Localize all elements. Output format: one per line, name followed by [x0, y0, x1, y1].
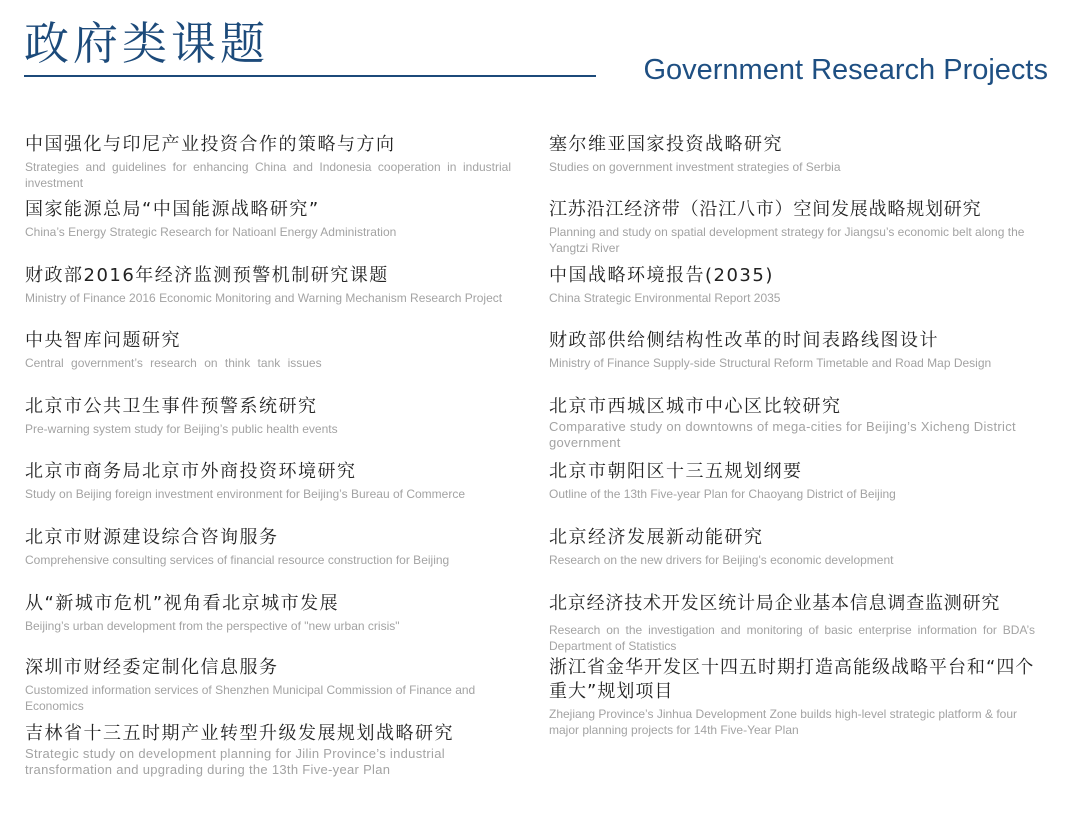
project-title-en: Ministry of Finance Supply-side Structural Reform Timetable and Road Map Design — [549, 356, 992, 370]
project-title-en: Zhejiang Province’s Jinhua Development Zone builds high-level strategic platform & four major planning projects for 14th Five-Year Plan — [549, 707, 1018, 737]
project-title-zh: 财政部供给侧结构性改革的时间表路线图设计 — [549, 330, 939, 351]
project-title-en: Outline of the 13th Five-year Plan for Chaoyang District of Beijing — [549, 487, 896, 501]
project-title-en: Research on the investigation and monitoring of basic enterprise information for BDA’s Department of Statistics — [549, 623, 1035, 653]
project-title-zh: 北京市西城区城市中心区比较研究 — [549, 396, 842, 417]
project-title-en: Ministry of Finance 2016 Economic Monitoring and Warning Mechanism Research Project — [25, 291, 503, 305]
project-title-zh: 国家能源总局“中国能源战略研究” — [25, 199, 320, 220]
project-item — [25, 526, 511, 568]
project-title-en: Comprehensive consulting services of financial resource construction for Beijing — [25, 553, 450, 567]
project-item — [25, 329, 511, 371]
title-underline — [24, 75, 596, 77]
project-item — [549, 264, 1035, 306]
project-title-zh: 北京市财源建设综合咨询服务 — [25, 527, 279, 548]
project-item — [549, 656, 1035, 738]
project-item — [25, 722, 511, 778]
project-item — [25, 264, 511, 306]
project-title-zh: 财政部2016年经济监测预警机制研究课题 — [25, 265, 389, 286]
project-title-en: China Strategic Environmental Report 2035 — [549, 291, 781, 305]
project-title-zh: 中国战略环境报告(2035) — [549, 265, 774, 286]
project-item — [549, 592, 1035, 654]
project-title-en: Comparative study on downtowns of mega-cities for Beijing’s Xicheng District government — [549, 419, 1016, 450]
project-title-zh: 中国强化与印尼产业投资合作的策略与方向 — [25, 134, 396, 155]
project-item — [549, 329, 1035, 371]
project-title-zh: 江苏沿江经济带（沿江八市）空间发展战略规划研究 — [549, 199, 982, 220]
project-title-en: Strategic study on development planning for Jilin Province’s industrial transformation and upgrading during the 13th Five-year Plan — [25, 746, 445, 777]
project-title-en: Studies on government investment strategies of Serbia — [549, 160, 841, 174]
project-title-zh: 吉林省十三五时期产业转型升级发展规划战略研究 — [25, 723, 454, 744]
project-item — [25, 460, 511, 502]
project-item — [549, 395, 1035, 451]
project-item — [25, 395, 511, 437]
project-item — [549, 198, 1035, 256]
project-title-zh: 北京市朝阳区十三五规划纲要 — [549, 461, 803, 482]
page-title-zh: 政府类课题 — [24, 17, 270, 70]
project-title-zh: 塞尔维亚国家投资战略研究 — [549, 134, 783, 155]
project-item — [549, 460, 1035, 502]
project-item — [25, 133, 511, 191]
project-title-en: Customized information services of Shenzhen Municipal Commission of Finance and Economics — [25, 683, 476, 713]
project-item — [549, 133, 1035, 175]
project-title-en: Study on Beijing foreign investment environment for Beijing’s Bureau of Commerce — [25, 487, 466, 501]
project-item — [25, 656, 511, 714]
page-title-en: Government Research Projects — [643, 54, 1048, 86]
project-item — [549, 526, 1035, 568]
project-title-en: Planning and study on spatial development strategy for Jiangsu’s economic belt along the Yangtzi River — [549, 225, 1025, 255]
project-title-en: Beijing’s urban development from the perspective of "new urban crisis" — [25, 619, 400, 633]
project-title-en: Central government’s research on think tank issues — [25, 356, 322, 370]
project-item — [25, 592, 511, 634]
project-item — [25, 198, 511, 240]
project-title-en: Strategies and guidelines for enhancing China and Indonesia cooperation in industrial investment — [25, 160, 511, 190]
project-title-zh: 北京市商务局北京市外商投资环境研究 — [25, 461, 357, 482]
project-title-zh: 北京经济发展新动能研究 — [549, 527, 764, 548]
project-title-zh: 浙江省金华开发区十四五时期打造高能级战略平台和“四个重大”规划项目 — [549, 657, 1035, 702]
project-title-zh: 从“新城市危机”视角看北京城市发展 — [25, 593, 340, 614]
project-title-zh: 深圳市财经委定制化信息服务 — [25, 657, 279, 678]
project-title-en: Pre-warning system study for Beijing’s public health events — [25, 422, 338, 436]
project-title-zh: 中央智库问题研究 — [25, 330, 181, 351]
project-title-en: China’s Energy Strategic Research for Natioanl Energy Administration — [25, 225, 397, 239]
project-title-zh: 北京市公共卫生事件预警系统研究 — [25, 396, 318, 417]
project-title-en: Research on the new drivers for Beijing's economic development — [549, 553, 894, 567]
project-title-zh: 北京经济技术开发区统计局企业基本信息调查监测研究 — [549, 593, 1001, 614]
